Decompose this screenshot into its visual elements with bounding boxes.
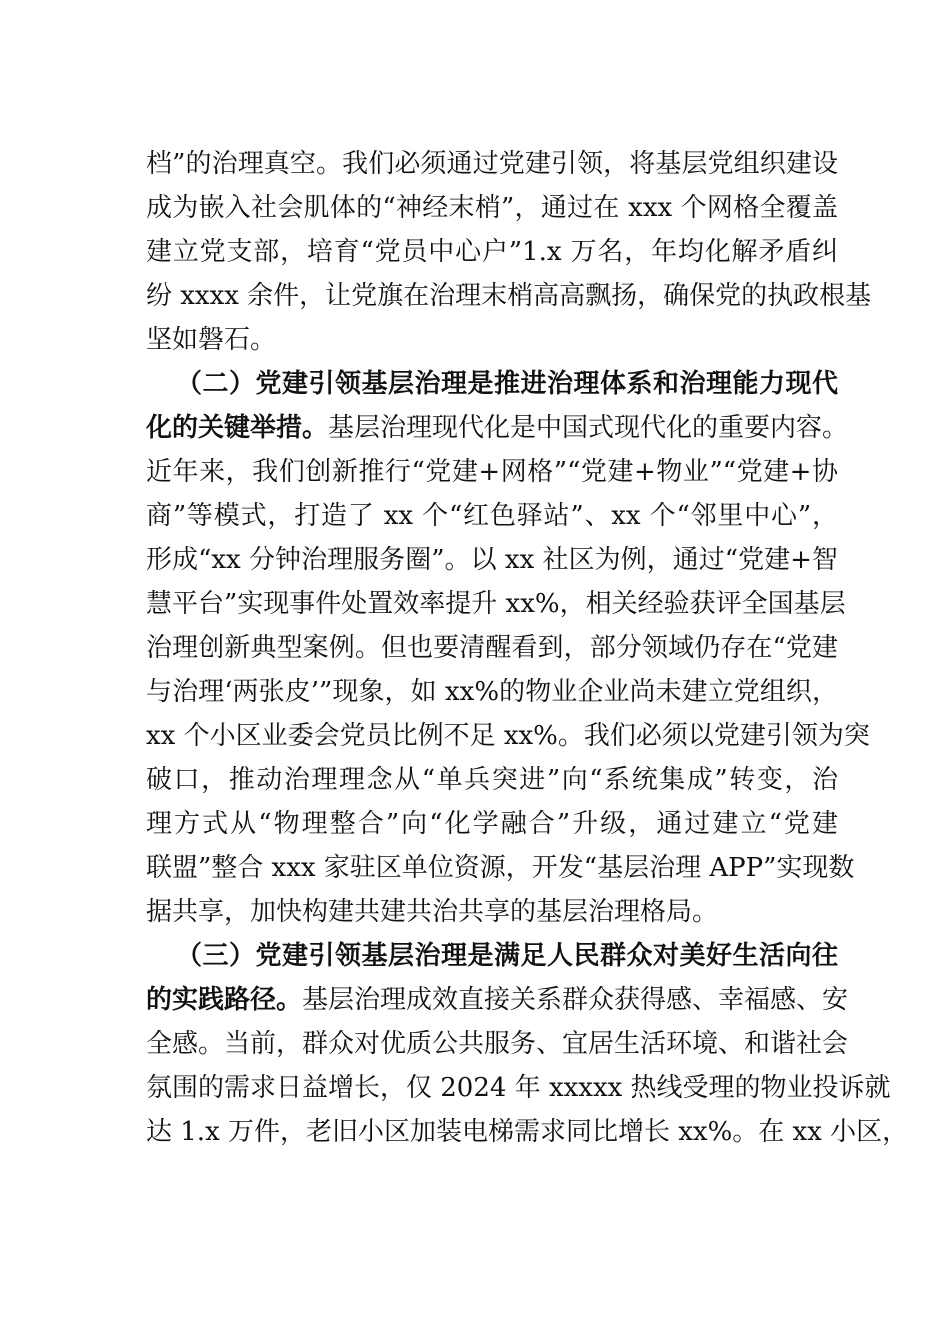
paragraph-line-rest: 基层治理成效直接关系群众获得感、幸福感、安 (302, 985, 849, 1015)
paragraph-line: 据共享，加快构建共建共治共享的基层治理格局。 (146, 897, 719, 927)
paragraph-2 (146, 362, 870, 934)
section-heading-tail: 的实践路径。 (146, 985, 303, 1015)
paragraph-line (146, 978, 849, 1022)
paragraph-line: 商”等模式，打造了 xx 个“红色驿站”、xx 个“邻里中心”， (146, 501, 838, 531)
section-heading-line: （二）党建引领基层治理是推进治理体系和治理能力现代 (176, 369, 838, 399)
paragraph-line: 建立党支部，培育“党员中心户”1.x 万名，年均化解矛盾纠 (146, 237, 838, 267)
paragraph-line: 慧平台”实现事件处置效率提升 xx%，相关经验获评全国基层 (146, 589, 846, 619)
paragraph-1 (146, 142, 872, 362)
paragraph-line: 全感。当前，群众对优质公共服务、宜居生活环境、和谐社会 (146, 1029, 849, 1059)
section-heading-line: （三）党建引领基层治理是满足人民群众对美好生活向往 (176, 941, 838, 971)
paragraph-line: 成为嵌入社会肌体的“神经末梢”，通过在 xxx 个网格全覆盖 (146, 193, 838, 223)
section-heading-tail: 化的关键举措。 (146, 413, 329, 443)
paragraph-line: 破口，推动治理理念从“单兵突进”向“系统集成”转变，治 (146, 765, 838, 795)
paragraph-line-rest: 基层治理现代化是中国式现代化的重要内容。 (328, 413, 849, 443)
paragraph-line: 氛围的需求日益增长，仅 2024 年 xxxxx 热线受理的物业投诉就 (146, 1073, 891, 1103)
paragraph-line: xx 个小区业委会党员比例不足 xx%。我们必须以党建引领为突 (146, 721, 870, 751)
paragraph-line: 理方式从“物理整合”向“化学融合”升级，通过建立“党建 (146, 809, 838, 839)
document-body (146, 142, 909, 1154)
paragraph-line: 治理创新典型案例。但也要清醒看到，部分领域仍存在“党建 (146, 633, 838, 663)
paragraph-line: 达 1.x 万件，老旧小区加装电梯需求同比增长 xx%。在 xx 小区， (146, 1117, 909, 1147)
paragraph-line: 与治理‘两张皮’”现象，如 xx%的物业企业尚未建立党组织， (146, 677, 838, 707)
paragraph-line: 坚如磐石。 (146, 325, 277, 355)
paragraph-line: 纷 xxxx 余件，让党旗在治理末梢高高飘扬，确保党的执政根基 (146, 281, 872, 311)
paragraph-line (146, 406, 849, 450)
paragraph-line: 档”的治理真空。我们必须通过党建引领，将基层党组织建设 (146, 149, 838, 179)
paragraph-3 (146, 934, 909, 1154)
paragraph-line: 形成“xx 分钟治理服务圈”。以 xx 社区为例，通过“党建+智 (146, 545, 838, 575)
paragraph-line: 近年来，我们创新推行“党建+网格”“党建+物业”“党建+协 (146, 457, 838, 487)
paragraph-line: 联盟”整合 xxx 家驻区单位资源，开发“基层治理 APP”实现数 (146, 853, 855, 883)
